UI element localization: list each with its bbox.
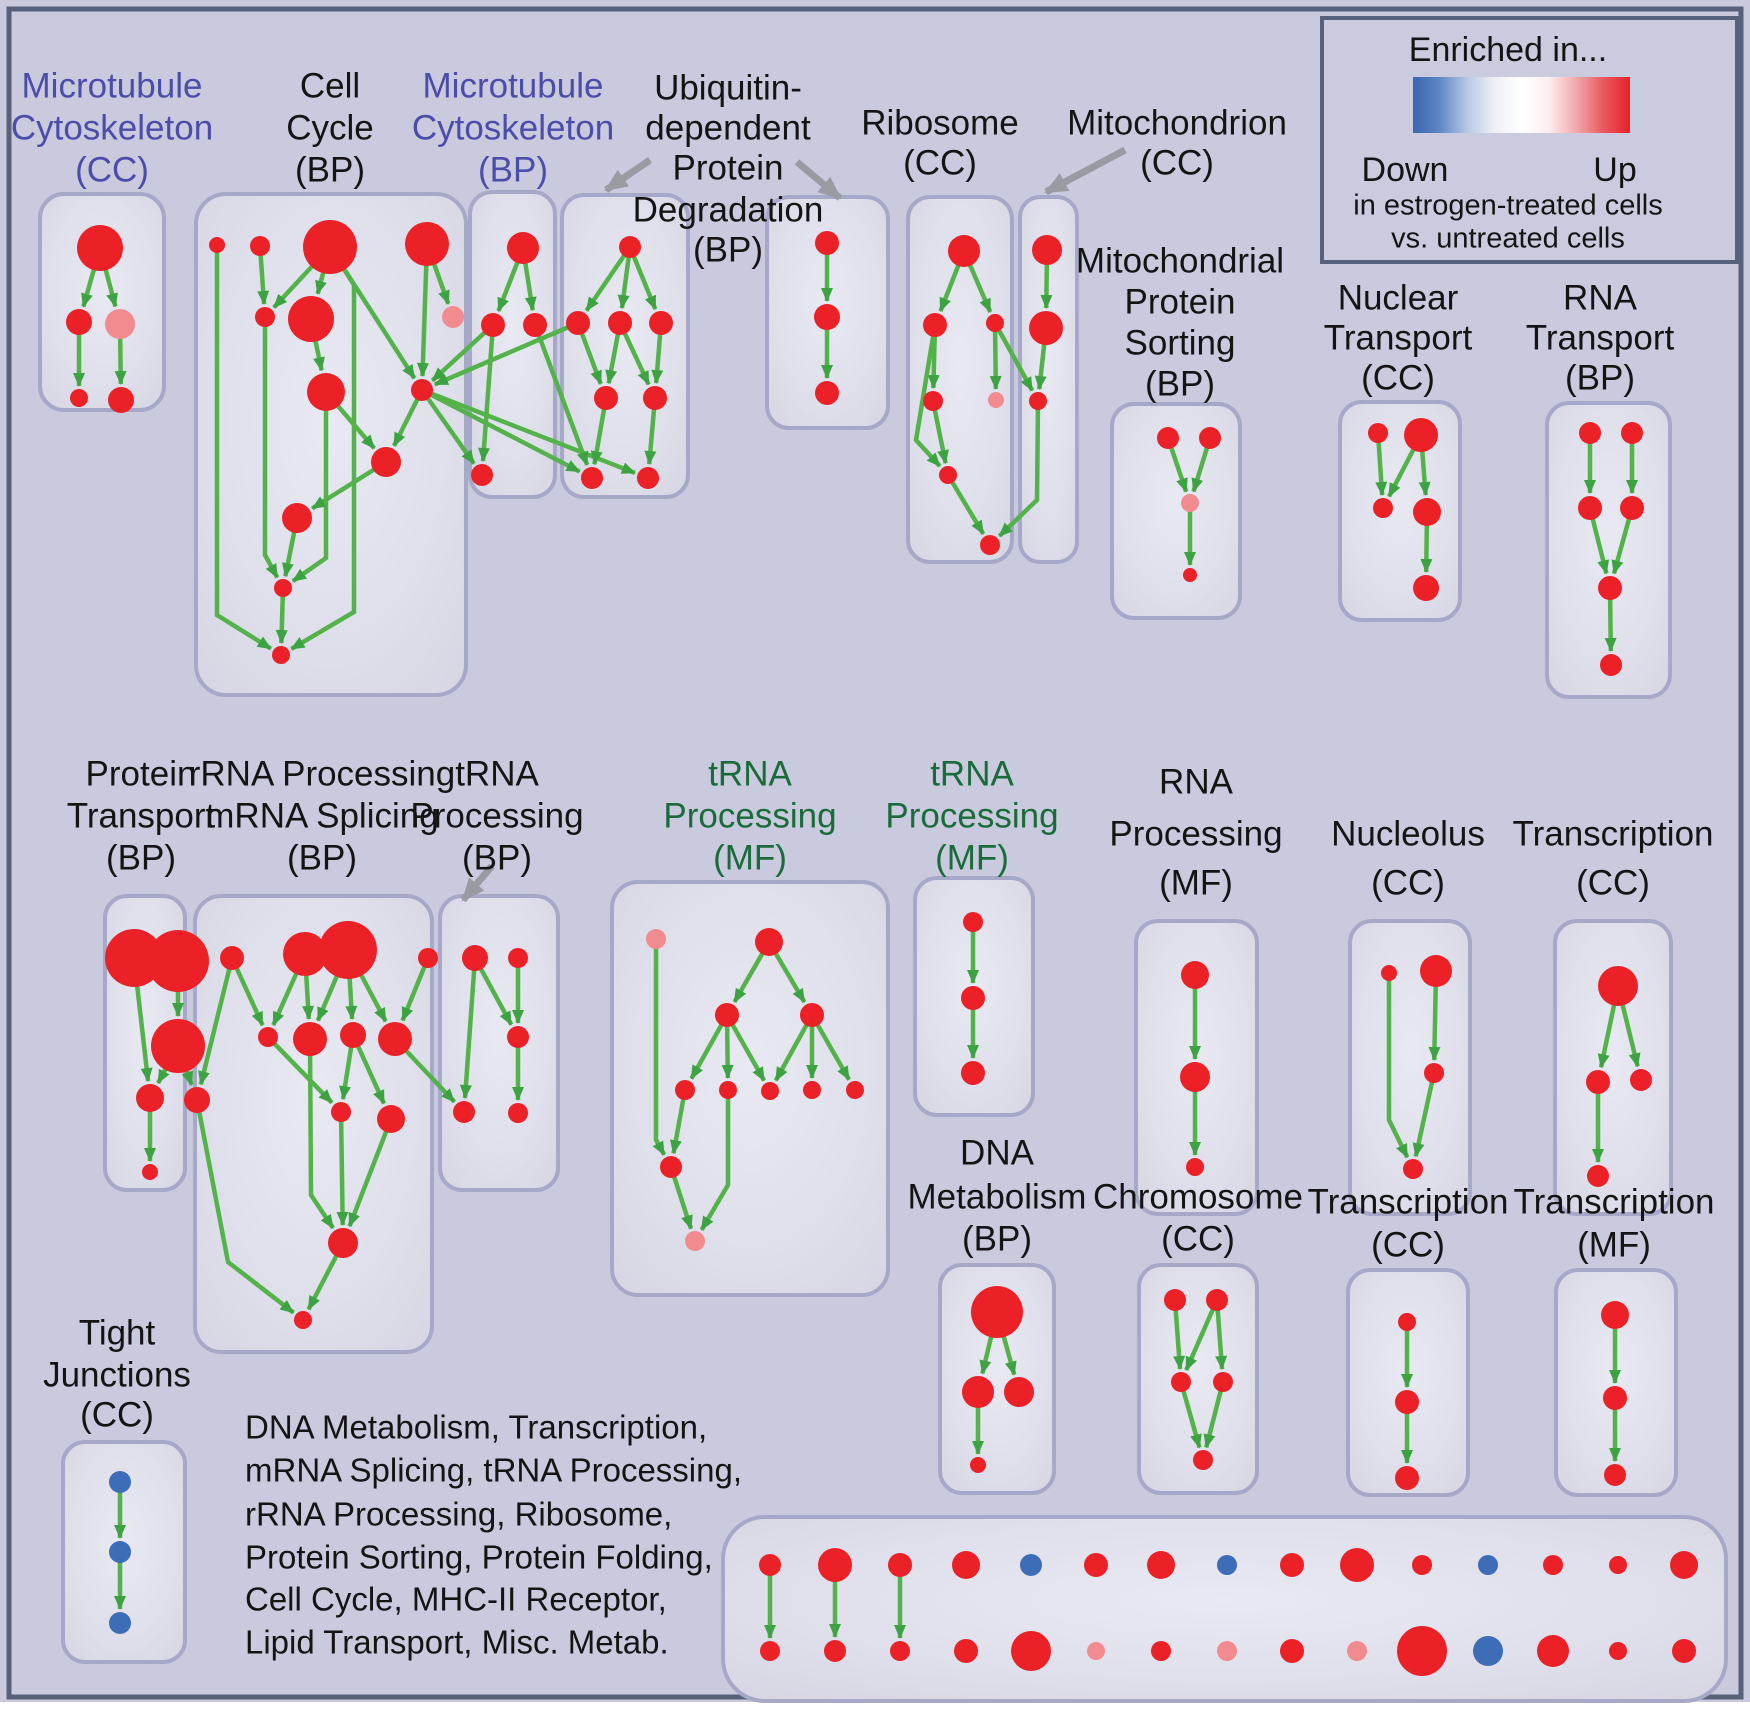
label-rrna-mrna-line-2: mRNA Splicing — [205, 796, 439, 836]
node-R5 — [258, 1027, 278, 1047]
node-d5 — [594, 386, 618, 410]
node-c3 — [523, 313, 547, 337]
node-ch2 — [1206, 1289, 1228, 1311]
node-n4 — [1413, 498, 1441, 526]
node-p4 — [136, 1084, 164, 1112]
node-mk7b — [1151, 1641, 1171, 1661]
legend-subtitle-1: in estrogen-treated cells — [1353, 189, 1663, 222]
node-rp3 — [1186, 1158, 1204, 1176]
label-chromosome-line-1: Chromosome — [1092, 1177, 1304, 1217]
node-d3 — [608, 311, 632, 335]
node-m1 — [1032, 235, 1062, 265]
node-mk2b — [824, 1640, 846, 1662]
category-text-line-2: mRNA Splicing, tRNA Processing, — [245, 1451, 743, 1489]
label-transcription-cc-1-line-2: (CC) — [1576, 863, 1650, 903]
node-ms3 — [1181, 494, 1199, 512]
cluster-box-nuclear-transport — [1340, 402, 1460, 620]
label-transcription-cc-2-line-1: Transcription — [1307, 1182, 1509, 1222]
node-mk8b — [1217, 1641, 1237, 1661]
label-trna-mf-1-line-2: Processing — [663, 796, 837, 836]
legend-gradient-bar — [1413, 77, 1630, 133]
node-r3 — [986, 314, 1004, 332]
node-tm2 — [755, 928, 783, 956]
node-mk9t — [1280, 1553, 1304, 1577]
node-dm4 — [970, 1457, 986, 1473]
node-n3 — [1373, 498, 1393, 518]
node-ch3 — [1171, 1372, 1191, 1392]
label-cell-cycle-line-2: Cycle — [286, 108, 374, 148]
node-ms4 — [1183, 568, 1197, 582]
node-d4 — [649, 311, 673, 335]
node-tm4 — [800, 1003, 824, 1027]
node-R1 — [220, 946, 244, 970]
legend-title: Enriched in... — [1408, 30, 1608, 69]
node-t4a — [1601, 1301, 1629, 1329]
node-b6 — [288, 296, 334, 342]
label-mt-bp-line-3: (BP) — [478, 150, 548, 190]
node-b7 — [307, 373, 345, 411]
label-trna-mf-1-line-3: (MF) — [713, 838, 787, 878]
label-nucleolus-line-1: Nucleolus — [1331, 814, 1485, 854]
label-rna-processing-mf-line-1: RNA — [1159, 762, 1233, 802]
label-trna-mf-2-line-3: (MF) — [935, 838, 1009, 878]
node-tm10 — [660, 1156, 682, 1178]
node-dm2 — [962, 1376, 994, 1408]
node-tm5 — [675, 1080, 695, 1100]
label-mt-cc-line-2: Cytoskeleton — [10, 108, 214, 148]
node-t6 — [1600, 654, 1622, 676]
node-mk12b — [1473, 1636, 1503, 1666]
category-text-line-6: Lipid Transport, Misc. Metab. — [245, 1623, 669, 1661]
label-dna-metabolism-line-2: Metabolism — [907, 1177, 1087, 1217]
node-mk13t — [1543, 1555, 1563, 1575]
node-mk5t — [1020, 1554, 1042, 1576]
label-rrna-mrna-line-3: (BP) — [287, 838, 357, 878]
label-ubiquitin-line-1: Ubiquitin- — [654, 68, 802, 108]
label-rrna-mrna-line-1: rRNA Processing — [188, 754, 456, 794]
node-t3 — [1578, 496, 1602, 520]
node-ch4 — [1213, 1372, 1233, 1392]
label-protein-transport-line-3: (BP) — [106, 838, 176, 878]
node-tc1 — [1598, 966, 1638, 1006]
node-t3c — [1395, 1466, 1419, 1490]
node-a1 — [77, 225, 123, 271]
node-p3 — [151, 1019, 205, 1073]
node-mk12t — [1478, 1555, 1498, 1575]
node-tm11 — [685, 1231, 705, 1251]
label-nuclear-transport-line-3: (CC) — [1361, 358, 1435, 398]
node-mk1b — [760, 1641, 780, 1661]
node-TB3 — [507, 1026, 529, 1048]
node-rp2 — [1180, 1062, 1210, 1092]
node-nu3 — [1424, 1063, 1444, 1083]
edge-r3-r5 — [995, 323, 996, 389]
label-mito-protein-sorting-line-2: Protein — [1124, 282, 1236, 322]
category-text-line-3: rRNA Processing, Ribosome, — [245, 1495, 673, 1533]
node-mk5b — [1011, 1631, 1051, 1671]
node-r7 — [939, 466, 957, 484]
node-mk7t — [1147, 1551, 1175, 1579]
node-a5 — [108, 387, 134, 413]
node-mk10b — [1347, 1641, 1367, 1661]
node-b3 — [303, 220, 357, 274]
node-b10 — [371, 447, 401, 477]
node-R4 — [418, 948, 438, 968]
node-t4c — [1604, 1464, 1626, 1486]
node-n2 — [1404, 418, 1438, 452]
node-t3a — [1398, 1313, 1416, 1331]
legend — [1322, 18, 1737, 262]
node-dm3 — [1004, 1377, 1034, 1407]
label-transcription-mf-line-1: Transcription — [1513, 1182, 1715, 1222]
cluster-box-transcription-cc-1 — [1555, 921, 1671, 1214]
node-r5 — [988, 392, 1004, 408]
label-mt-bp-line-1: Microtubule — [422, 66, 604, 106]
node-mk15t — [1670, 1551, 1698, 1579]
label-rna-processing-mf-line-2: Processing — [1109, 814, 1283, 854]
node-tj3 — [109, 1612, 131, 1634]
node-d2 — [566, 311, 590, 335]
category-text-line-5: Cell Cycle, MHC-II Receptor, — [245, 1580, 667, 1618]
node-r2 — [923, 313, 947, 337]
node-rp1 — [1181, 961, 1209, 989]
label-trna-mf-1-line-1: tRNA — [708, 754, 792, 794]
node-tm6 — [719, 1081, 737, 1099]
node-b8 — [411, 379, 433, 401]
node-tm7 — [761, 1082, 779, 1100]
edge-R10-R12 — [341, 1112, 343, 1225]
node-t5 — [1598, 576, 1622, 600]
label-mitochondrion-line-2: (CC) — [1140, 143, 1214, 183]
label-cell-cycle-line-3: (BP) — [295, 150, 365, 190]
node-tc3 — [1630, 1069, 1652, 1091]
node-mk14b — [1609, 1642, 1627, 1660]
node-tj1 — [109, 1471, 131, 1493]
label-mitochondrion-line-1: Mitochondrion — [1067, 103, 1287, 143]
node-t4 — [1620, 496, 1644, 520]
node-mk4t — [952, 1551, 980, 1579]
node-TB4 — [453, 1101, 475, 1123]
label-trna-mf-2-line-2: Processing — [885, 796, 1059, 836]
label-ribosome-line-1: Ribosome — [861, 103, 1019, 143]
node-tm1 — [646, 929, 666, 949]
label-nucleolus-line-2: (CC) — [1371, 863, 1445, 903]
node-tm9 — [846, 1081, 864, 1099]
cluster-box-misc — [723, 1517, 1726, 1701]
node-ms2 — [1199, 427, 1221, 449]
label-rna-transport-line-1: RNA — [1563, 278, 1637, 318]
label-transcription-cc-2-line-2: (CC) — [1371, 1225, 1445, 1265]
node-nu4 — [1403, 1159, 1423, 1179]
node-mk4b — [954, 1639, 978, 1663]
node-a4 — [70, 389, 88, 407]
label-dna-metabolism-line-1: DNA — [960, 1133, 1034, 1173]
cluster-box-trna-bp — [440, 896, 558, 1190]
label-ubiquitin-line-5: (BP) — [693, 230, 763, 270]
label-mt-cc-line-1: Microtubule — [21, 66, 203, 106]
node-b11 — [282, 503, 312, 533]
node-dm1 — [971, 1286, 1023, 1338]
node-b4 — [405, 222, 449, 266]
node-mk3t — [888, 1553, 912, 1577]
node-b13 — [272, 646, 290, 664]
node-TB2 — [508, 948, 528, 968]
label-transcription-mf-line-2: (MF) — [1577, 1225, 1651, 1265]
node-b12 — [274, 579, 292, 597]
node-mk15b — [1672, 1639, 1696, 1663]
node-e1 — [815, 231, 839, 255]
label-chromosome-line-2: (CC) — [1161, 1219, 1235, 1259]
label-trna-bp-line-3: (BP) — [462, 838, 532, 878]
node-a3 — [105, 309, 135, 339]
label-trna-bp-line-2: Processing — [410, 796, 584, 836]
category-text-line-1: DNA Metabolism, Transcription, — [245, 1408, 708, 1446]
label-rna-processing-mf-line-3: (MF) — [1159, 863, 1233, 903]
node-TB1 — [462, 945, 488, 971]
label-transcription-cc-1-line-1: Transcription — [1512, 814, 1714, 854]
label-trna-bp-line-1: tRNA — [455, 754, 539, 794]
node-n1 — [1368, 423, 1388, 443]
node-ms1 — [1157, 427, 1179, 449]
node-nu1 — [1381, 965, 1397, 981]
node-b9 — [442, 306, 464, 328]
node-nu2 — [1420, 955, 1452, 987]
legend-up-label: Up — [1593, 150, 1637, 189]
node-R10 — [331, 1102, 351, 1122]
node-R12 — [328, 1228, 358, 1258]
node-ch5 — [1193, 1450, 1213, 1470]
node-t1 — [1579, 422, 1601, 444]
node-mk14t — [1609, 1556, 1627, 1574]
node-n5 — [1413, 575, 1439, 601]
label-cell-cycle-line-1: Cell — [299, 66, 361, 106]
node-mk8t — [1217, 1555, 1237, 1575]
category-text-line-4: Protein Sorting, Protein Folding, — [245, 1538, 713, 1576]
legend-down-label: Down — [1361, 150, 1449, 189]
label-tight-junctions-line-1: Tight — [78, 1313, 156, 1353]
node-a2 — [66, 309, 92, 335]
label-trna-mf-2-line-1: tRNA — [930, 754, 1014, 794]
node-TB5 — [508, 1103, 528, 1123]
node-mk6t — [1084, 1553, 1108, 1577]
node-r1 — [948, 235, 980, 267]
node-b2 — [250, 236, 270, 256]
node-m2 — [1029, 311, 1063, 345]
label-nuclear-transport-line-2: Transport — [1323, 318, 1473, 358]
label-rna-transport-line-3: (BP) — [1565, 358, 1635, 398]
cluster-box-rna-transport — [1547, 403, 1670, 697]
node-tm8 — [803, 1081, 821, 1099]
label-ribosome-line-2: (CC) — [903, 143, 977, 183]
node-tj2 — [109, 1541, 131, 1563]
node-mk9b — [1280, 1639, 1304, 1663]
label-ubiquitin-line-2: dependent — [645, 108, 811, 148]
node-t3b — [1395, 1390, 1419, 1414]
node-mk11b — [1397, 1626, 1447, 1676]
node-d1 — [619, 236, 641, 258]
node-r8 — [980, 535, 1000, 555]
node-b1 — [209, 237, 225, 253]
node-m3 — [1029, 392, 1047, 410]
label-tight-junctions-line-3: (CC) — [80, 1395, 154, 1435]
node-mk10t — [1340, 1548, 1374, 1582]
node-d8 — [637, 467, 659, 489]
node-c4 — [471, 464, 493, 486]
node-R11 — [377, 1105, 405, 1133]
legend-subtitle-2: vs. untreated cells — [1391, 222, 1625, 255]
node-tm3 — [715, 1003, 739, 1027]
node-mk3b — [890, 1641, 910, 1661]
node-R13 — [294, 1311, 312, 1329]
label-dna-metabolism-line-3: (BP) — [962, 1219, 1032, 1259]
label-mito-protein-sorting-line-3: Sorting — [1124, 323, 1236, 363]
label-protein-transport-line-1: Protein — [85, 754, 197, 794]
node-t2 — [1621, 422, 1643, 444]
node-c2 — [481, 313, 505, 337]
node-e3 — [815, 381, 839, 405]
node-tc2 — [1586, 1070, 1610, 1094]
node-mk11t — [1412, 1555, 1432, 1575]
label-mt-bp-line-2: Cytoskeleton — [411, 108, 615, 148]
node-mk2t — [818, 1548, 852, 1582]
node-p6 — [142, 1164, 158, 1180]
node-d6 — [643, 386, 667, 410]
node-e2 — [814, 304, 840, 330]
node-ch1 — [1164, 1289, 1186, 1311]
label-rna-transport-line-2: Transport — [1525, 318, 1675, 358]
label-ubiquitin-line-4: Degradation — [632, 190, 824, 230]
node-c1 — [507, 232, 539, 264]
node-R7 — [340, 1022, 366, 1048]
label-mito-protein-sorting-line-1: Mitochondrial — [1075, 241, 1285, 281]
node-R9 — [184, 1087, 210, 1113]
node-mk6b — [1087, 1642, 1105, 1660]
node-R8 — [378, 1022, 412, 1056]
label-mt-cc-line-3: (CC) — [75, 150, 149, 190]
node-t4b — [1603, 1386, 1627, 1410]
node-R3 — [319, 921, 377, 979]
label-tight-junctions-line-2: Junctions — [43, 1355, 191, 1395]
node-u3 — [961, 1061, 985, 1085]
label-nuclear-transport-line-1: Nuclear — [1337, 278, 1459, 318]
node-d7 — [581, 467, 603, 489]
bottom-margin — [0, 1702, 1750, 1715]
node-u1 — [963, 912, 983, 932]
node-u2 — [961, 986, 985, 1010]
label-protein-transport-line-2: Transport — [66, 796, 216, 836]
node-mk1t — [759, 1554, 781, 1576]
node-b5 — [255, 307, 275, 327]
node-R6 — [293, 1022, 327, 1056]
node-r4 — [923, 391, 943, 411]
node-mk13b — [1537, 1635, 1569, 1667]
node-p2 — [147, 930, 209, 992]
label-mito-protein-sorting-line-4: (BP) — [1145, 364, 1215, 404]
label-ubiquitin-line-3: Protein — [672, 148, 784, 188]
